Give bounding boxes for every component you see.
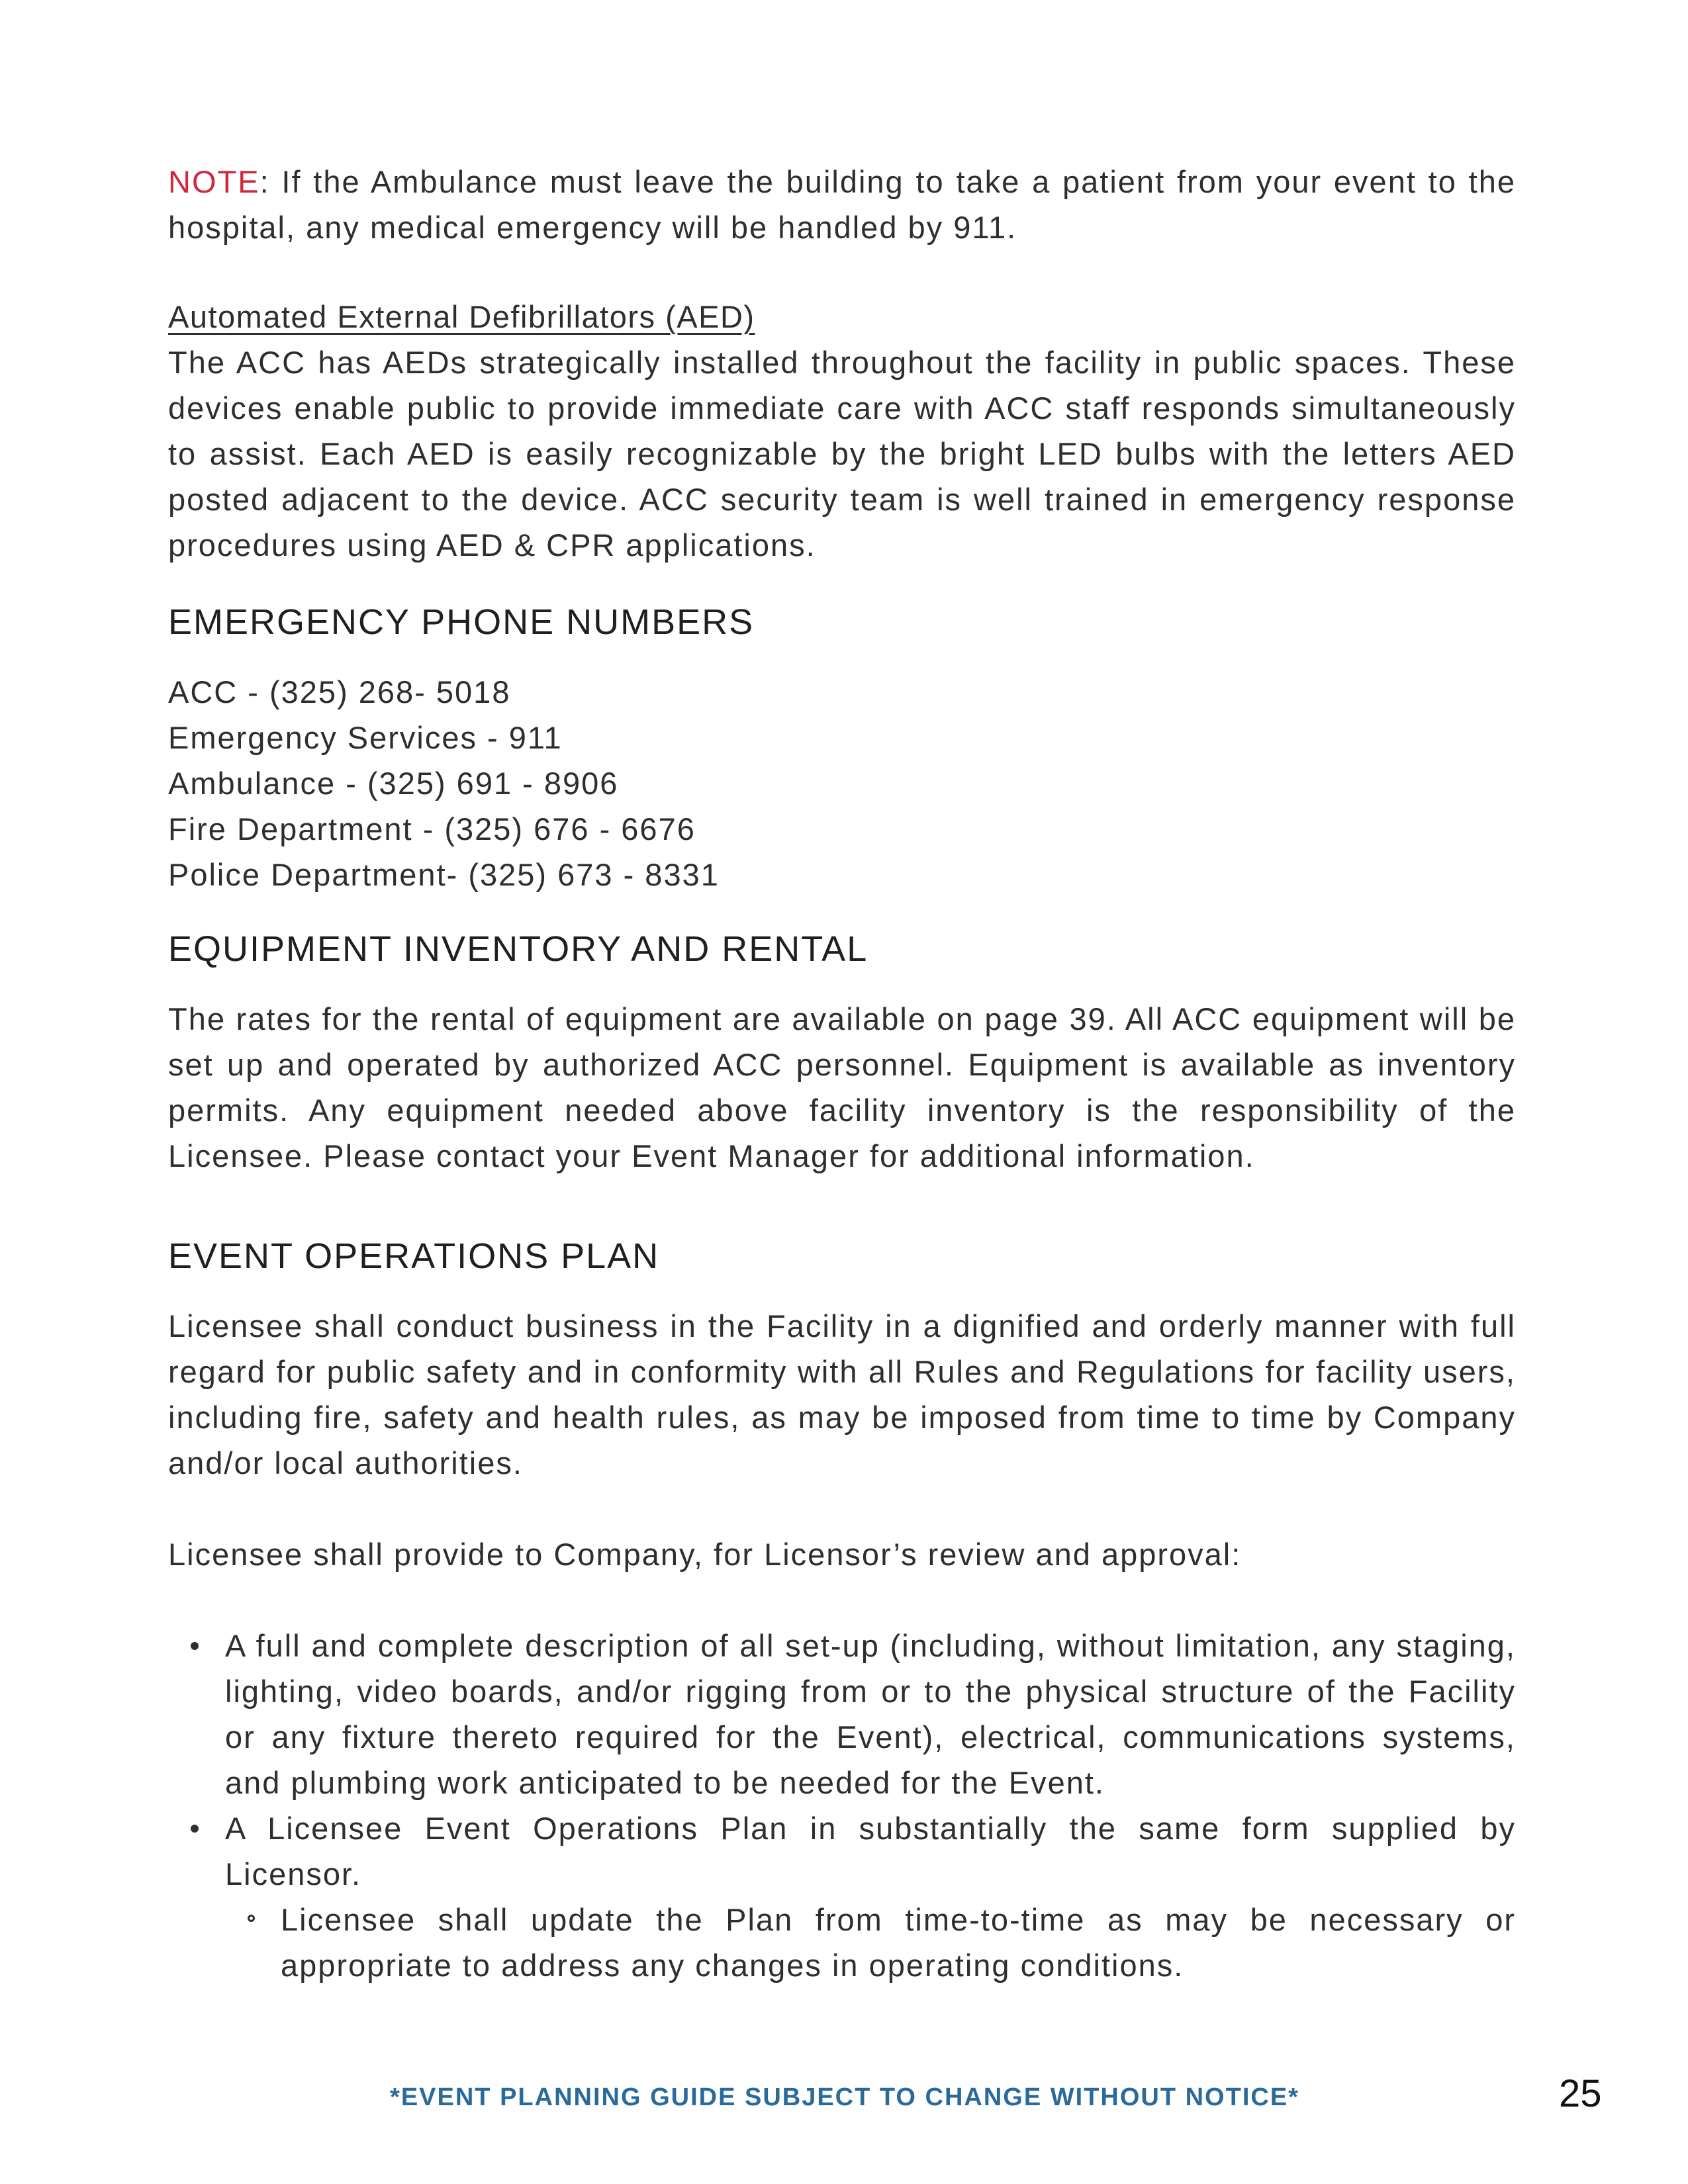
phone-ambulance: Ambulance - (325) 691 - 8906 bbox=[168, 766, 619, 801]
bullet-item-operations-plan bbox=[168, 1805, 1516, 1988]
emergency-heading: EMERGENCY PHONE NUMBERS bbox=[168, 602, 755, 642]
equipment-heading: EQUIPMENT INVENTORY AND RENTAL bbox=[168, 929, 868, 969]
note-text: : If the Ambulance must leave the building to take a patient from your event to the hospital, any medical emergency will be handled by 911. bbox=[168, 164, 1516, 245]
operations-sub-bullet-list bbox=[225, 1897, 1516, 1988]
note-paragraph bbox=[168, 159, 1516, 250]
page-number: 25 bbox=[1559, 2072, 1602, 2115]
phone-acc: ACC - (325) 268- 5018 bbox=[168, 674, 511, 709]
phone-police-department: Police Department- (325) 673 - 8331 bbox=[168, 857, 720, 892]
footer-notice: *EVENT PLANNING GUIDE SUBJECT TO CHANGE WITHOUT NOTICE* bbox=[390, 2083, 1299, 2111]
bullet-item-setup-description: A full and complete description of all set-up (including, without limitation, any staging, lighting, video boards, and/or rigging from or to the physical structure of the Facility or any fixture thereto required for the Event), electrical, communications systems, and plumbing work anticipated to be needed for the Event. bbox=[168, 1623, 1516, 1805]
operations-paragraph-2: Licensee shall provide to Company, for Licensor’s review and approval: bbox=[168, 1537, 1242, 1572]
sub-bullet-item-update-plan: Licensee shall update the Plan from time-to-time as may be necessary or appropriate to address any changes in operating conditions. bbox=[225, 1897, 1516, 1988]
operations-bullet-list bbox=[168, 1623, 1516, 1988]
emergency-numbers-list bbox=[168, 669, 1516, 897]
aed-subheading: Automated External Defibrillators (AED) bbox=[168, 299, 755, 334]
phone-fire-department: Fire Department - (325) 676 - 6676 bbox=[168, 811, 696, 846]
equipment-paragraph: The rates for the rental of equipment are available on page 39. All ACC equipment will be set up and operated by authorized ACC personnel. Equipment is available as inventory permits. Any equipment needed above facility inventory is the responsibility of the Licensee. Please contact your Event Manager for additional information. bbox=[168, 1001, 1516, 1173]
document-page bbox=[168, 159, 1516, 1988]
bullet-item-operations-plan-text: A Licensee Event Operations Plan in substantially the same form supplied by Licensor. bbox=[225, 1811, 1516, 1891]
note-label: NOTE bbox=[168, 164, 260, 199]
aed-paragraph: The ACC has AEDs strategically installed throughout the facility in public spaces. These devices enable public to provide immediate care with ACC staff responds simultaneously to assist. Each AED is easily recognizable by the bright LED bulbs with the letters AED posted adjacent to the device. ACC security team is well trained in emergency response procedures using AED & CPR applications. bbox=[168, 345, 1516, 563]
phone-emergency-services: Emergency Services - 911 bbox=[168, 720, 563, 755]
operations-paragraph-1: Licensee shall conduct business in the Facility in a dignified and orderly manner with full regard for public safety and in conformity with all Rules and Regulations for facility users, including fire, safety and health rules, as may be imposed from time to time by Company and/or local authorities. bbox=[168, 1308, 1516, 1480]
operations-heading: EVENT OPERATIONS PLAN bbox=[168, 1236, 660, 1276]
